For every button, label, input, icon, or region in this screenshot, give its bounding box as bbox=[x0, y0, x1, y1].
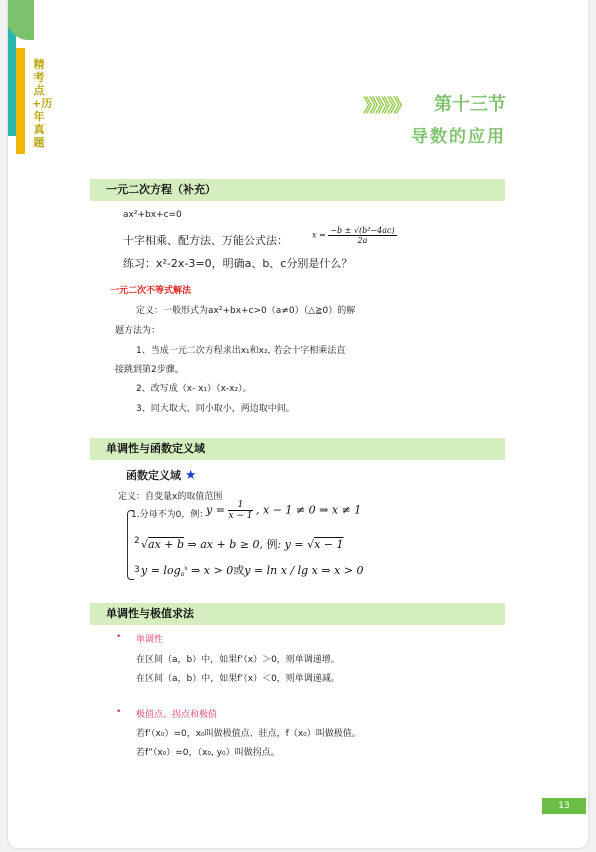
step-1a: 1、当成一元二次方程求出x₁和x₂, 若会十字相乘法直 bbox=[136, 346, 346, 356]
extrema-title: 极值点、拐点和极值 bbox=[136, 710, 218, 720]
brace bbox=[127, 510, 134, 580]
monotonic-increase: 在区间（a，b）中，如果f’（x）＞0，则单调递增。 bbox=[136, 655, 340, 665]
chevrons-icon: 》》》》》》 bbox=[363, 96, 408, 117]
step-3: 3、同大取大，同小取小，两边取中间。 bbox=[136, 404, 295, 414]
page-number: 13 bbox=[542, 798, 586, 814]
quadratic-eq: ax²+bx+c=0 bbox=[123, 210, 182, 220]
bullet-icon: • bbox=[116, 707, 122, 717]
page bbox=[8, 0, 588, 848]
domain-subtitle bbox=[126, 467, 197, 483]
case-1-label: 1.分母不为0，例： bbox=[131, 510, 209, 520]
case-2-formula: √ax + b ⇒ ax + b ≥ 0, 例: y = √x − 1 bbox=[141, 538, 344, 551]
star-icon: ★ bbox=[184, 468, 197, 483]
step-1b: 接跳到第2步骤。 bbox=[115, 365, 184, 375]
domain-subtitle-text: 函数定义域 bbox=[126, 469, 181, 482]
case-2-label: 2 bbox=[134, 536, 140, 546]
case-3-formula: $y = \log_a^x$ ⇒ x > 0或y = ln x / lg x ⇒ x > 0 bbox=[141, 564, 364, 578]
methods-text: 十字相乘、配方法、万能公式法： bbox=[123, 234, 288, 247]
section-band-quadratic: 一元二次方程（补充） bbox=[90, 179, 505, 201]
definition-line-1: 定义：一般形式为ax²+bx+c>0（a≠0）（△≧0）的解 bbox=[136, 306, 356, 316]
monotonicity-title: 单调性 bbox=[136, 635, 164, 645]
case-1-formula: y = $\frac{1}{x - 1}$ , x − 1 ≠ 0 ⇒ x ≠ 1 bbox=[206, 500, 362, 521]
practice-text: 练习：x²-2x-3=0，明确a、b、c分别是什么？ bbox=[123, 257, 353, 270]
inequality-title: 一元二次不等式解法 bbox=[110, 286, 192, 296]
sidebar-vertical-text: 精考点+历年真题 bbox=[32, 58, 53, 149]
quadratic-formula: x = $\frac{\text{−b ± √(b²−4ac)}}{2a}$ bbox=[312, 226, 395, 245]
chapter-title: 导数的应用 bbox=[411, 127, 506, 147]
monotonic-decrease: 在区间（a，b）中，如果f’（x）＜0，则单调递减。 bbox=[136, 674, 340, 684]
yellow-bar bbox=[16, 48, 25, 154]
step-2: 2、改写成（x- x₁）（x-x₂）。 bbox=[136, 384, 252, 394]
inflection-def: 若f”（x₀）=0，（x₀, y₀）叫做拐点。 bbox=[136, 748, 280, 758]
bullet-icon: • bbox=[116, 632, 122, 642]
section-band-extrema: 单调性与极值求法 bbox=[90, 603, 505, 625]
section-title: 第十三节 bbox=[434, 94, 506, 115]
domain-definition: 定义：自变量x的取值范围 bbox=[118, 492, 223, 502]
extremum-def: 若f’（x₀）=0，x₀叫做极值点、驻点，f（x₀）叫做极值。 bbox=[136, 729, 361, 739]
teal-bar bbox=[8, 28, 16, 136]
case-3-label: 3 bbox=[134, 565, 140, 575]
definition-line-2: 题方法为： bbox=[115, 326, 161, 336]
section-band-domain: 单调性与函数定义域 bbox=[90, 438, 505, 460]
